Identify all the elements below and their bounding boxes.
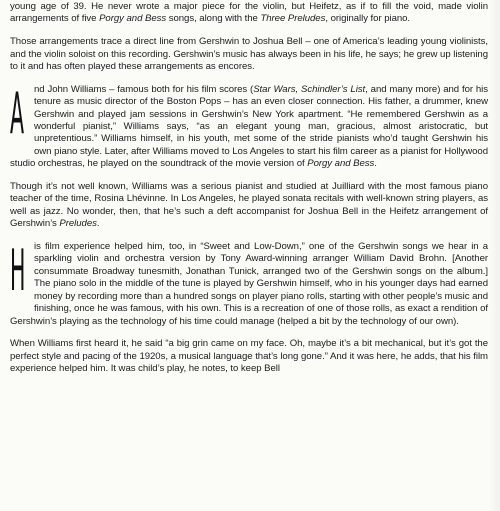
paragraph-4 [10, 181, 488, 231]
paragraph-3-text-a: nd John Williams – famous both for his film scores ( [34, 83, 254, 95]
paragraph-3-text-b: , and many more) and for his tenure as music director of the Boston Pops – has an even closer connection. His father, a drummer, knew Gershwin and played jam sessions in Gershwin’s New York apartment. “He remembered Gershwin as a wonderful pianist,” Williams says, “as an elegant young man, gracious, almost aristocratic, but unpretentious.” Williams himself, in his youth, met some of the stride pianists who’d taught Gershwin his own piano style. Later, after Williams moved to Los Angeles to start his film career as a pianist for Hollywood studio orchestras, he played on the soundtrack of the movie version of [10, 83, 488, 170]
paragraph-4-text-a: Though it’s not well known, Williams was a serious pianist and studied at Juilliard with the most famous piano teacher of the time, Rosina Lhévinne. In Los Angeles, he played sonata recitals with well-known string players, as well as jazz. No wonder, then, that he’s such a deft accompanist for Joshua Bell in the Heifetz arrangement of Gershwin’s [10, 181, 488, 230]
paragraph-4-text-b: . [96, 218, 100, 230]
paragraph-1-text-c: , originally for piano. [325, 13, 411, 25]
paragraph-2: Those arrangements trace a direct line from Gershwin to Joshua Bell – one of America’s leading young violinists, and the violin soloist on this recording. Gershwin’s music has always been in his life, he says; he grew up listening to it and has often played these arrangements as encores. [10, 36, 488, 73]
paragraph-1-text-b: songs, along with the [166, 13, 261, 25]
paragraph-3-italic-title: Porgy and Bess [307, 158, 375, 170]
paragraph-5-text: is film experience helped him, too, in “Sweet and Low-Down,” one of the Gershwin songs we hear in a sparkling violin and orchestra version by Tony Award-winning arranger William David Brohn. [Another consummate Broadway tunesmith, Jonathan Tunick, arranged two of the Gershwin songs on the album.] The piano solo in the middle of the tune is played by Gershwin himself, who in his younger days had earned money by recording more than a hundred songs on player piano rolls, starting with other people’s music and finishing, once he was famous, with his own. This is a recreation of one of those rolls, as exact a rendition of Gershwin’s playing as the technology of his time could manage (helped a bit by the technology of our own). [10, 241, 488, 327]
drop-cap-h: H [10, 238, 26, 305]
page-edge-shadow [488, 0, 500, 511]
paragraph-3-italic-titles: Star Wars, Schindler’s List [253, 83, 366, 95]
paragraph-5 [10, 238, 488, 328]
paragraph-6: When Williams first heard it, he said “a big grin came on my face. Oh, maybe it’s a bit mechanical, but it’s got the perfect style and pacing of the 1920s, a musical language that’s long gone.” And it was here, he adds, that his film experience helped him. It was child’s play, he notes, to keep Bell [10, 338, 488, 375]
paragraph-4-italic-title: Preludes [59, 218, 97, 230]
paragraph-1-italic-title-1: Porgy and Bess [99, 13, 167, 25]
paragraph-3 [10, 80, 488, 171]
paragraph-1-text-a: young age of 39. He never wrote a major piece for the violin, but Heifetz, as if to fill the void, made violin arrangements of five [10, 1, 488, 25]
paragraph-1 [10, 1, 488, 26]
paragraph-1-italic-title-2: Three Preludes [260, 13, 326, 25]
drop-cap-a: A [10, 80, 25, 147]
paragraph-3-text-c: . [374, 158, 377, 170]
